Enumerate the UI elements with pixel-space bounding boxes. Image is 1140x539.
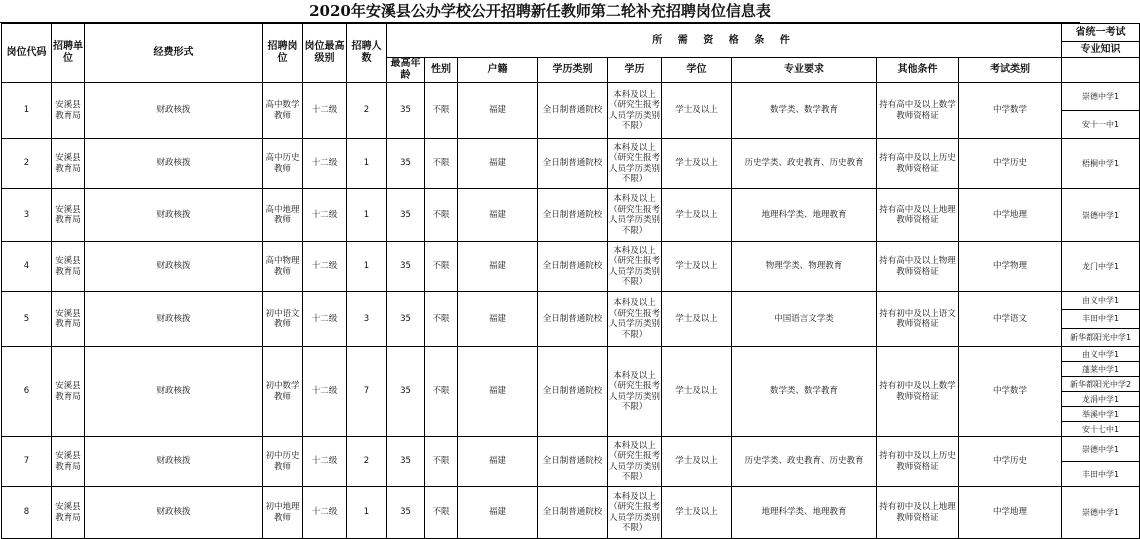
position-entry: 蓬莱中学1 [1062, 362, 1139, 377]
table-row [2, 437, 1140, 487]
cell-level: 十二级 [303, 347, 347, 437]
header-max-age: 最高年龄 [387, 58, 425, 83]
table-row [2, 292, 1140, 347]
cell-other: 持有高中及以上数学教师资格证 [877, 83, 959, 139]
cell-degree: 学士及以上 [662, 242, 732, 292]
cell-edu: 本科及以上（研究生报考人员学历类别不限） [608, 347, 662, 437]
cell-edu-type: 全日制普通院校 [538, 347, 608, 437]
cell-other: 持有初中及以上语文教师资格证 [877, 292, 959, 347]
table-row [2, 487, 1140, 539]
cell-edu: 本科及以上（研究生报考人员学历类别不限） [608, 83, 662, 139]
cell-code: 3 [2, 189, 52, 242]
position-entry: 安十七中1 [1081, 424, 1120, 434]
cell-count: 1 [347, 487, 387, 539]
cell-edu: 本科及以上（研究生报考人员学历类别不限） [608, 139, 662, 189]
position-entry: 丰田中学1 [1081, 469, 1120, 479]
header-exam-knowledge: 专业知识 [1062, 42, 1140, 58]
cell-age: 35 [387, 347, 425, 437]
position-entry: 崇德中学1 [1081, 508, 1120, 517]
cell-level: 十二级 [303, 189, 347, 242]
cell-degree: 学士及以上 [662, 83, 732, 139]
cell-degree: 学士及以上 [662, 189, 732, 242]
cell-exam: 中学地理 [959, 487, 1062, 539]
position-entry: 举溪中学1 [1062, 407, 1139, 422]
cell-count: 3 [347, 292, 387, 347]
cell-degree: 学士及以上 [662, 437, 732, 487]
cell-level: 十二级 [303, 292, 347, 347]
cell-gender: 不限 [425, 189, 458, 242]
cell-post: 高中历史教师 [263, 139, 303, 189]
cell-positions [1062, 242, 1140, 292]
cell-edu: 本科及以上（研究生报考人员学历类别不限） [608, 487, 662, 539]
cell-major: 中国语言文学类 [732, 292, 877, 347]
cell-edu-type: 全日制普通院校 [538, 487, 608, 539]
cell-exam: 中学数学 [959, 83, 1062, 139]
table-row [2, 189, 1140, 242]
cell-other: 持有初中及以上数学教师资格证 [877, 347, 959, 437]
cell-positions [1062, 189, 1140, 242]
table-row [2, 242, 1140, 292]
header-degree: 学位 [662, 58, 732, 83]
cell-funding: 财政核拨 [85, 437, 263, 487]
cell-unit: 安溪县教育局 [52, 437, 85, 487]
table-row [2, 83, 1140, 139]
cell-edu: 本科及以上（研究生报考人员学历类别不限） [608, 437, 662, 487]
cell-post: 高中数学教师 [263, 83, 303, 139]
cell-positions [1062, 487, 1140, 539]
cell-other: 持有高中及以上物理教师资格证 [877, 242, 959, 292]
header-other: 其他条件 [877, 58, 959, 83]
cell-gender: 不限 [425, 487, 458, 539]
cell-unit: 安溪县教育局 [52, 292, 85, 347]
cell-degree: 学士及以上 [662, 139, 732, 189]
cell-funding: 财政核拨 [85, 83, 263, 139]
cell-exam: 中学数学 [959, 347, 1062, 437]
cell-edu: 本科及以上（研究生报考人员学历类别不限） [608, 292, 662, 347]
header-level: 岗位最高级别 [303, 24, 347, 83]
cell-code: 8 [2, 487, 52, 539]
cell-unit: 安溪县教育局 [52, 139, 85, 189]
cell-exam: 中学历史 [959, 437, 1062, 487]
cell-exam: 中学物理 [959, 242, 1062, 292]
cell-other: 持有高中及以上地理教师资格证 [877, 189, 959, 242]
cell-edu-type: 全日制普通院校 [538, 139, 608, 189]
cell-major: 地理科学类、地理教育 [732, 189, 877, 242]
cell-post: 初中地理教师 [263, 487, 303, 539]
cell-code: 7 [2, 437, 52, 487]
cell-major: 地理科学类、地理教育 [732, 487, 877, 539]
cell-code: 2 [2, 139, 52, 189]
cell-unit: 安溪县教育局 [52, 347, 85, 437]
cell-post: 初中数学教师 [263, 347, 303, 437]
position-entry: 崇德中学1 [1062, 437, 1139, 462]
cell-hukou: 福建 [458, 487, 538, 539]
cell-positions [1062, 347, 1140, 437]
cell-gender: 不限 [425, 347, 458, 437]
header-exam-group: 省统一考试 [1062, 24, 1140, 42]
header-code: 岗位代码 [2, 24, 52, 83]
job-table [1, 23, 1140, 539]
cell-other: 持有高中及以上历史教师资格证 [877, 139, 959, 189]
cell-post: 高中物理教师 [263, 242, 303, 292]
cell-major: 物理学类、物理教育 [732, 242, 877, 292]
cell-count: 7 [347, 347, 387, 437]
header-unit: 招聘单位 [52, 24, 85, 83]
cell-edu-type: 全日制普通院校 [538, 292, 608, 347]
cell-hukou: 福建 [458, 292, 538, 347]
cell-code: 5 [2, 292, 52, 347]
cell-edu-type: 全日制普通院校 [538, 242, 608, 292]
cell-count: 2 [347, 437, 387, 487]
position-entry: 龙涓中学1 [1062, 392, 1139, 407]
cell-positions [1062, 83, 1140, 139]
header-requirements: 所 需 资 格 条 件 [387, 24, 1062, 58]
cell-degree: 学士及以上 [662, 347, 732, 437]
position-entry: 新华都阳光中学1 [1069, 332, 1132, 342]
cell-age: 35 [387, 242, 425, 292]
cell-major: 历史学类、政史教育、历史教育 [732, 437, 877, 487]
cell-hukou: 福建 [458, 437, 538, 487]
cell-gender: 不限 [425, 437, 458, 487]
position-entry: 安十一中1 [1081, 120, 1120, 129]
cell-positions [1062, 292, 1140, 347]
header-major: 专业要求 [732, 58, 877, 83]
cell-edu-type: 全日制普通院校 [538, 437, 608, 487]
cell-unit: 安溪县教育局 [52, 487, 85, 539]
table-row [2, 347, 1140, 437]
cell-level: 十二级 [303, 242, 347, 292]
header-gender: 性别 [425, 58, 458, 83]
cell-degree: 学士及以上 [662, 292, 732, 347]
position-entry: 梧桐中学1 [1081, 159, 1120, 168]
header-exam-type: 考试类别 [959, 58, 1062, 83]
position-entry: 崇德中学1 [1062, 83, 1139, 111]
cell-positions [1062, 437, 1140, 487]
header-hukou: 户籍 [458, 58, 538, 83]
cell-count: 2 [347, 83, 387, 139]
cell-funding: 财政核拨 [85, 292, 263, 347]
position-entry: 丰田中学1 [1062, 310, 1139, 328]
position-entry: 龙门中学1 [1081, 262, 1120, 271]
header-funding: 经费形式 [85, 24, 263, 83]
cell-code: 4 [2, 242, 52, 292]
cell-hukou: 福建 [458, 139, 538, 189]
cell-exam: 中学地理 [959, 189, 1062, 242]
header-edu-type: 学历类别 [538, 58, 608, 83]
position-entry: 由义中学1 [1062, 347, 1139, 362]
cell-edu-type: 全日制普通院校 [538, 83, 608, 139]
position-entry: 崇德中学1 [1081, 210, 1120, 220]
cell-level: 十二级 [303, 437, 347, 487]
cell-age: 35 [387, 487, 425, 539]
cell-post: 初中语文教师 [263, 292, 303, 347]
header-count: 招聘人数 [347, 24, 387, 83]
cell-age: 35 [387, 139, 425, 189]
cell-post: 高中地理教师 [263, 189, 303, 242]
cell-exam: 中学历史 [959, 139, 1062, 189]
cell-age: 35 [387, 189, 425, 242]
cell-major: 历史学类、政史教育、历史教育 [732, 139, 877, 189]
cell-gender: 不限 [425, 83, 458, 139]
cell-funding: 财政核拨 [85, 347, 263, 437]
cell-count: 1 [347, 242, 387, 292]
cell-age: 35 [387, 437, 425, 487]
cell-unit: 安溪县教育局 [52, 189, 85, 242]
cell-major: 数学类、数学教育 [732, 83, 877, 139]
cell-unit: 安溪县教育局 [52, 83, 85, 139]
cell-age: 35 [387, 292, 425, 347]
cell-exam: 中学语文 [959, 292, 1062, 347]
cell-hukou: 福建 [458, 83, 538, 139]
cell-major: 数学类、数学教育 [732, 347, 877, 437]
header-post: 招聘岗位 [263, 24, 303, 83]
cell-funding: 财政核拨 [85, 189, 263, 242]
page-title: 2020年安溪县公办学校公开招聘新任教师第二轮补充招聘岗位信息表 [0, 0, 1080, 23]
position-entry: 新华都阳光中学2 [1062, 377, 1139, 392]
position-entry: 由义中学1 [1062, 292, 1139, 310]
cell-level: 十二级 [303, 487, 347, 539]
cell-count: 1 [347, 189, 387, 242]
cell-edu: 本科及以上（研究生报考人员学历类别不限） [608, 242, 662, 292]
cell-level: 十二级 [303, 139, 347, 189]
header-edu: 学历 [608, 58, 662, 83]
cell-degree: 学士及以上 [662, 487, 732, 539]
cell-funding: 财政核拨 [85, 139, 263, 189]
cell-code: 1 [2, 83, 52, 139]
cell-funding: 财政核拨 [85, 487, 263, 539]
cell-gender: 不限 [425, 242, 458, 292]
cell-unit: 安溪县教育局 [52, 242, 85, 292]
cell-age: 35 [387, 83, 425, 139]
cell-hukou: 福建 [458, 189, 538, 242]
cell-post: 初中历史教师 [263, 437, 303, 487]
cell-hukou: 福建 [458, 347, 538, 437]
cell-level: 十二级 [303, 83, 347, 139]
cell-hukou: 福建 [458, 242, 538, 292]
cell-positions [1062, 139, 1140, 189]
cell-other: 持有初中及以上地理教师资格证 [877, 487, 959, 539]
cell-gender: 不限 [425, 139, 458, 189]
cell-count: 1 [347, 139, 387, 189]
table-row [2, 139, 1140, 189]
cell-edu: 本科及以上（研究生报考人员学历类别不限） [608, 189, 662, 242]
cell-other: 持有初中及以上历史教师资格证 [877, 437, 959, 487]
cell-edu-type: 全日制普通院校 [538, 189, 608, 242]
cell-funding: 财政核拨 [85, 242, 263, 292]
cell-code: 6 [2, 347, 52, 437]
cell-gender: 不限 [425, 292, 458, 347]
